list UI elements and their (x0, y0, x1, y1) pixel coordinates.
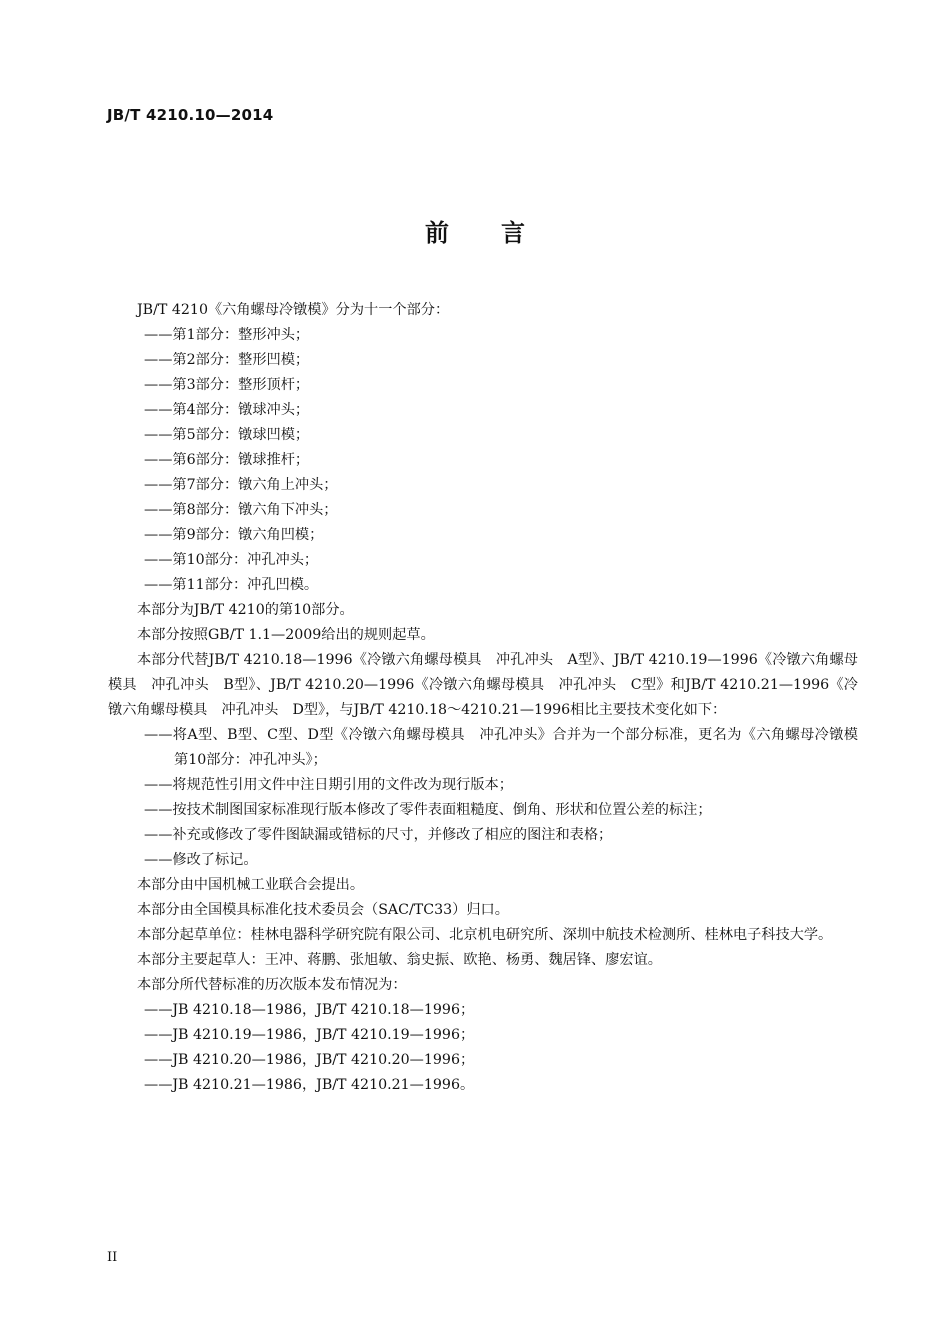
list-item: ——按技术制图国家标准现行版本修改了零件表面粗糙度、倒角、形状和位置公差的标注； (144, 802, 712, 818)
list-item: ——第7部分：镦六角上冲头； (144, 477, 338, 493)
foreword-body (108, 298, 873, 1098)
committee-paragraph: 本部分由全国模具标准化技术委员会（SAC/TC33）归口。 (137, 902, 509, 918)
parts-list (108, 323, 858, 598)
list-item: ——第4部分：镦球冲头； (144, 402, 310, 418)
history-list (108, 998, 858, 1098)
drafters-paragraph: 本部分主要起草人：王冲、蒋鹏、张旭敏、翁史振、欧艳、杨勇、魏居锋、廖宏谊。 (137, 952, 662, 968)
drafting-rules-paragraph: 本部分按照GB/T 1.1—2009给出的规则起草。 (137, 627, 435, 643)
list-item: ——第3部分：整形顶杆； (144, 377, 310, 393)
list-item: ——补充或修改了零件图缺漏或错标的尺寸，并修改了相应的图注和表格； (144, 827, 613, 843)
changes-list (108, 723, 873, 873)
intro-paragraph: JB/T 4210《六角螺母冷镦模》分为十一个部分： (137, 302, 450, 318)
list-item: ——第10部分：冲孔冲头； (144, 552, 319, 568)
list-item: ——将A型、B型、C型、D型《冷镦六角螺母模具 冲孔冲头》合并为一个部分标准，更名为《六角螺母冷镦模 第10部分：冲孔冲头》； (144, 727, 873, 768)
page-title: 前言 (425, 219, 577, 247)
list-item: ——第1部分：整形冲头； (144, 327, 310, 343)
standard-code: JB/T 4210.10—2014 (107, 106, 274, 124)
list-item: ——将规范性引用文件中注日期引用的文件改为现行版本； (144, 777, 513, 793)
list-item: ——第2部分：整形凹模； (144, 352, 310, 368)
list-item: ——JB 4210.21—1986，JB/T 4210.21—1996。 (144, 1077, 475, 1093)
list-item: ——第8部分：镦六角下冲头； (144, 502, 338, 518)
list-item: ——第9部分：镦六角凹模； (144, 527, 324, 543)
part-number-paragraph: 本部分为JB/T 4210的第10部分。 (137, 602, 354, 618)
list-item: ——第6部分：镦球推杆； (144, 452, 310, 468)
history-intro-paragraph: 本部分所代替标准的历次版本发布情况为： (137, 977, 407, 993)
list-item: ——修改了标记。 (144, 852, 258, 868)
drafting-units-paragraph: 本部分起草单位：桂林电器科学研究院有限公司、北京机电研究所、深圳中航技术检测所、桂林电子科技大学。 (137, 927, 833, 943)
list-item: ——第5部分：镦球凹模； (144, 427, 310, 443)
replacement-paragraph: 本部分代替JB/T 4210.18—1996《冷镦六角螺母模具 冲孔冲头 A型》、JB/T 4210.19—1996《冷镦六角螺母模具 冲孔冲头 B型》、JB/T 4210.20—1996《冷镦六角螺母模具 冲孔冲头 C型》和JB/T 4210.21—1996《冷镦六角螺母模具 冲孔冲头 D型》，与JB/T 4210.18～4210.21—1996相比主要技术变化如下： (108, 652, 858, 718)
list-item: ——JB 4210.20—1986，JB/T 4210.20—1996； (144, 1052, 475, 1068)
list-item: ——第11部分：冲孔凹模。 (144, 577, 319, 593)
page-number: II (107, 1250, 118, 1265)
list-item: ——JB 4210.18—1986，JB/T 4210.18—1996； (144, 1002, 475, 1018)
list-item: ——JB 4210.19—1986，JB/T 4210.19—1996； (144, 1027, 475, 1043)
proposer-paragraph: 本部分由中国机械工业联合会提出。 (137, 877, 365, 893)
